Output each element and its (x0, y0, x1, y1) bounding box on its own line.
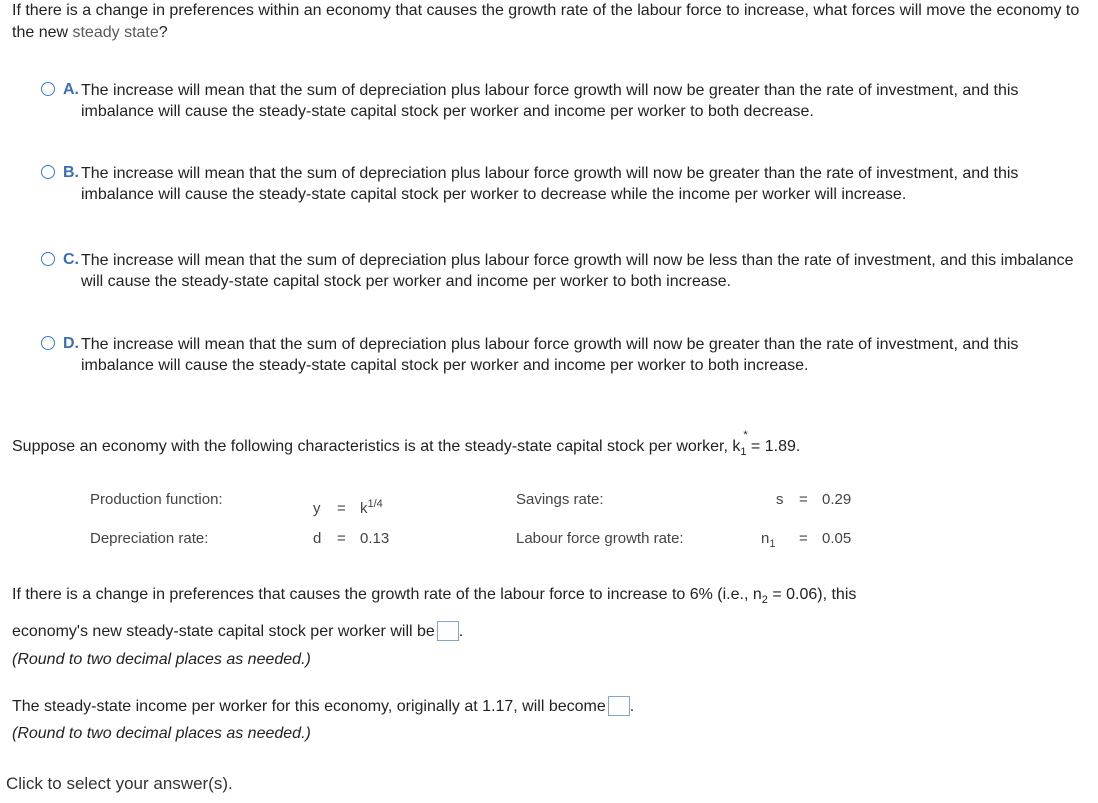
part1-line1-a: If there is a change in preferences that causes the growth rate of the labour force to increase to 6% (i.e., n (12, 586, 762, 603)
suppose-value: = 1.89. (746, 438, 801, 455)
option-a-radio[interactable] (41, 82, 55, 96)
part2-line (12, 696, 634, 717)
depreciation-value: 0.13 (360, 530, 390, 547)
option-b-letter: B. (63, 164, 79, 181)
production-eq: = (337, 500, 346, 517)
depreciation-eq: = (337, 530, 346, 547)
option-d-letter: D. (63, 335, 79, 352)
option-b-radio[interactable] (41, 165, 55, 179)
depreciation-lhs: d (313, 530, 322, 547)
labour-n: n (761, 530, 770, 547)
labour-subscript: 1 (769, 538, 776, 550)
part1-line2-end: . (458, 623, 464, 640)
part2-round-note: (Round to two decimal places as needed.) (12, 725, 311, 742)
question-text-before: If there is a change in preferences within an economy that causes the growth rate of the labour force to increase, what forces will move the economy to the new (12, 2, 1080, 41)
part1-line2-text: economy's new steady-state capital stock per worker will be (12, 623, 435, 640)
option-d-text[interactable]: The increase will mean that the sum of depreciation plus labour force growth will now be greater than the rate of investment, and this imbalance will cause the steady-state capital stock per worker and income per worker to both increase. (81, 336, 1019, 374)
k-star-subscript (740, 429, 748, 459)
part2-line-end: . (629, 698, 635, 715)
option-a-letter: A. (63, 81, 79, 98)
part1-line2 (12, 621, 463, 642)
labour-eq: = (799, 530, 808, 547)
production-label: Production function: (90, 491, 223, 508)
k-subscript: 1 (740, 446, 747, 459)
question-text-after: ? (158, 24, 168, 41)
suppose-statement (12, 429, 801, 459)
part1-line1-b: = 0.06), this (767, 586, 857, 603)
savings-value: 0.29 (822, 491, 852, 508)
option-c-letter: C. (63, 251, 79, 268)
part1-line1 (12, 585, 856, 605)
production-formula (360, 500, 383, 518)
option-d-radio[interactable] (41, 336, 55, 350)
production-exponent: 1/4 (367, 498, 383, 510)
n2-subscript: 2 (761, 594, 768, 607)
savings-lhs: s (776, 491, 784, 508)
depreciation-label: Depreciation rate: (90, 530, 209, 547)
steady-state-star: * (743, 429, 748, 441)
option-a-text[interactable]: The increase will mean that the sum of depreciation plus labour force growth will now be greater than the rate of investment, and this imbalance will cause the steady-state capital stock per worker and income per worker to both decrease. (81, 82, 1019, 120)
capital-stock-answer-input[interactable] (437, 621, 459, 641)
production-lhs: y (313, 500, 321, 517)
savings-label: Savings rate: (516, 491, 604, 508)
option-c-radio[interactable] (41, 252, 55, 266)
income-answer-input[interactable] (608, 696, 630, 716)
savings-eq: = (799, 491, 808, 508)
part1-round-note: (Round to two decimal places as needed.) (12, 651, 311, 668)
option-c-text[interactable]: The increase will mean that the sum of depreciation plus labour force growth will now be less than the rate of investment, and this imbalance will cause the steady-state capital stock per worker and income per worker to both increase. (81, 252, 1074, 290)
production-base: k (360, 500, 368, 517)
labour-lhs (761, 530, 775, 548)
option-b-text[interactable]: The increase will mean that the sum of depreciation plus labour force growth will now be greater than the rate of investment, and this imbalance will cause the steady-state capital stock per worker to decrease while the income per worker will increase. (81, 165, 1019, 203)
suppose-text: Suppose an economy with the following characteristics is at the steady-state capital stock per worker, k (12, 438, 741, 455)
steady-state-link[interactable]: steady state (72, 24, 159, 41)
question-text (12, 0, 1092, 44)
part2-text: The steady-state income per worker for this economy, originally at 1.17, will become (12, 698, 606, 715)
footer-instruction: Click to select your answer(s). (6, 774, 233, 793)
labour-value: 0.05 (822, 530, 852, 547)
labour-label: Labour force growth rate: (516, 530, 684, 547)
